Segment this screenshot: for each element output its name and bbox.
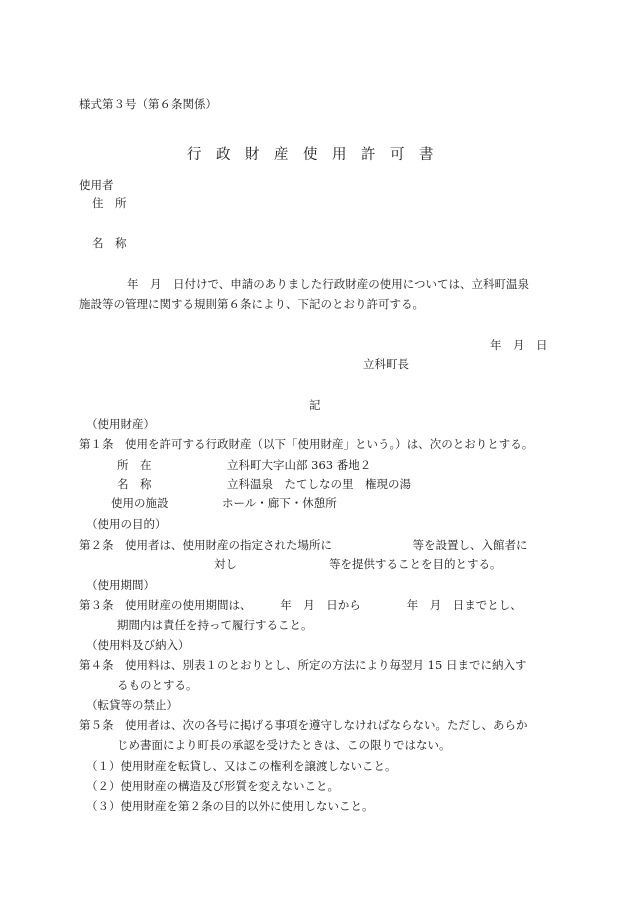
property-name-value: 立科温泉 たてしなの里 権現の湯 [227,477,411,491]
issuer: 立科町長 [363,357,409,371]
property-name-label: 名 称 [117,477,152,491]
facility-label: 使用の施設 [111,496,169,510]
location-label: 所 在 [117,458,152,472]
name-label: 名 称 [92,236,127,250]
section-5-item-1: （１）使用財産を転貸し、又はこの権利を譲渡しないこと。 [86,759,397,773]
section-2-text-2: 対し 等を提供することを目的とする。 [214,557,502,571]
applicant-heading: 使用者 [79,178,114,192]
section-4-text-2: るものとする。 [117,678,198,692]
section-5-text-1: 第５条 使用者は、次の各号に掲げる事項を遵守しなければならない。ただし、あらか [79,718,528,732]
body-line-2: 施設等の管理に関する規則第６条により、下記のとおり許可する。 [79,297,424,311]
section-1-heading: （使用財産） [86,417,155,431]
document-title: 行 政 財 産 使 用 許 可 書 [187,147,434,163]
section-4-text-1: 第４条 使用料は、別表１のとおりとし、所定の方法により毎翌月 15 日までに納入す [79,658,527,672]
issue-date: 年 月 日 [490,338,548,352]
section-3-text-2: 期間内は責任を持って履行すること。 [117,618,313,632]
section-5-text-2: じめ書面により町長の承認を受けたときは、この限りではない。 [117,738,451,752]
section-5-item-3: （３）使用財産を第２条の目的以外に使用しないこと。 [86,799,374,813]
body-line-1: 年 月 日付けで、申請のありました行政財産の使用については、立科町温泉 [127,277,530,291]
location-value: 立科町大字山部 363 番地２ [227,458,372,472]
ki-marker: 記 [309,398,321,412]
section-3-heading: （使用期間） [86,578,155,592]
facility-value: ホール・廊下・休憩所 [222,496,337,510]
section-5-heading: （転貸等の禁止） [86,698,178,712]
section-4-heading: （使用料及び納入） [86,638,190,652]
address-label: 住 所 [92,196,127,210]
section-2-heading: （使用の目的） [86,517,167,531]
section-3-text-1: 第３条 使用財産の使用期間は、 年 月 日から 年 月 日までとし、 [79,598,522,612]
section-2-text-1: 第２条 使用者は、使用財産の指定された場所に 等を設置し、入館者に [79,538,528,552]
section-1-text: 第１条 使用を許可する行政財産（以下「使用財産」という。）は、次のとおりとする。 [79,437,534,451]
section-5-item-2: （２）使用財産の構造及び形質を変えないこと。 [86,779,339,793]
form-number: 様式第３号（第６条関係） [79,97,217,111]
